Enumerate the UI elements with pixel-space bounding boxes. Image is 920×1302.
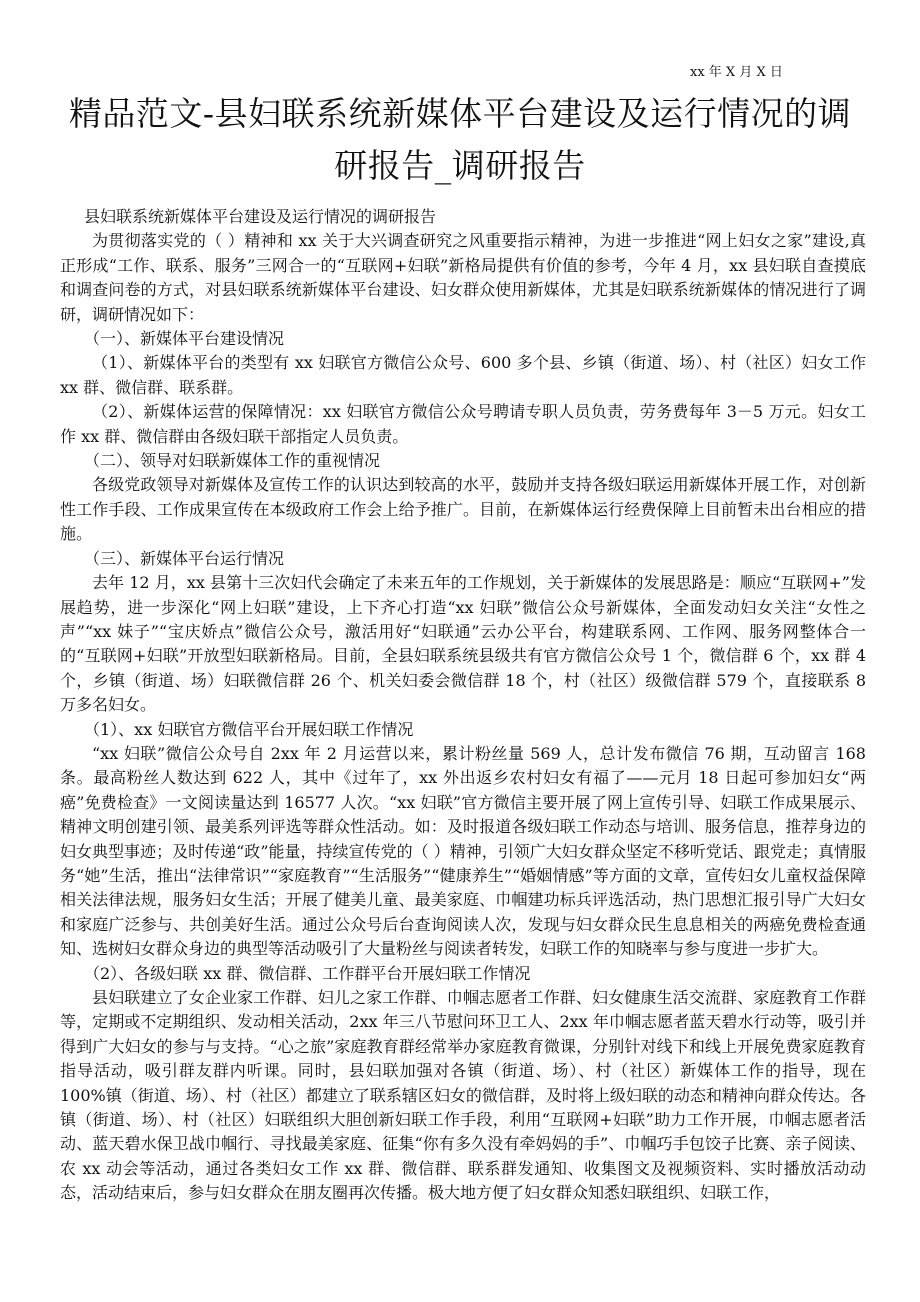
document-date: xx 年 X 月 X 日 xyxy=(690,65,783,80)
title-line-2: 研报告_调研报告 xyxy=(334,146,586,185)
section-heading: （二）、领导对妇联新媒体工作的重视情况 xyxy=(84,451,381,471)
section-heading: （三）、新媒体平台运行情况 xyxy=(84,548,285,568)
body-paragraph: 县妇联建立了女企业家工作群、妇儿之家工作群、巾帼志愿者工作群、妇女健康生活交流群、家庭教育工作群等，定期或不定期组织、发动相关活动，2xx 年三八节慰问环卫工人、2xx 年巾帼志愿者蓝天碧水行动等，吸引并得到广大妇女的参与与支持。“心之旅”家庭教育群经常举办家庭教育微课，分别针对线下和线上开展免费家庭教育指导活动，吸引群友群内听课。同时，县妇联加强对各镇（街道、场）、村（社区）新媒体工作的指导，现在 100%镇（街道、场）、村（社区）都建立了联系辖区妇女的微信群，及时将上级妇联的动态和精神向群众传达。各镇（街道、场）、村（社区）妇联组织大胆创新妇联工作手段，利用“互联网+妇联”助力工作开展，巾帼志愿者活动、蓝天碧水保卫战巾帼行、寻找最美家庭、征集“你有多久没有牵妈妈的手”、巾帼巧手包饺子比赛、亲子阅读、农 xx 动会等活动，通过各类妇女工作 xx 群、微信群、联系群发通知、收集图文及视频资料、实时播放活动动态，活动结束后，参与妇女群众在朋友圈再次传播。极大地方便了妇女群众知悉妇联组织、妇联工作， xyxy=(60,988,866,1203)
title-line-1: 精品范文-县妇联系统新媒体平台建设及运行情况的调 xyxy=(68,94,852,133)
body-paragraph: 各级党政领导对新媒体及宣传工作的认识达到较高的水平，鼓励并支持各级妇联运用新媒体开展工作，对创新性工作手段、工作成果宣传在本级政府工作会上给予推广。目前，在新媒体运行经费保障上目前暂未出台相应的措施。 xyxy=(60,475,866,544)
body-paragraph: （2）、新媒体运营的保障情况：xx 妇联官方微信公众号聘请专职人员负责，劳务费每年 3－5 万元。妇女工作 xx 群、微信群由各级妇联干部指定人员负责。 xyxy=(60,402,866,446)
report-subtitle: 县妇联系统新媒体平台建设及运行情况的调研报告 xyxy=(84,207,437,226)
body-paragraph: （1）、新媒体平台的类型有 xx 妇联官方微信公众号、600 多个县、乡镇（街道、场）、村（社区）妇女工作 xx 群、微信群、联系群。 xyxy=(60,353,866,397)
subsection-heading: （2）、各级妇联 xx 群、微信群、工作群平台开展妇联工作情况 xyxy=(84,963,531,983)
body-paragraph: 为贯彻落实党的（ ）精神和 xx 关于大兴调查研究之风重要指示精神，为进一步推进“网上妇女之家”建设,真正形成“工作、联系、服务”三网合一的“互联网+妇联”新格局提供有价值的参考，今年 4 月，xx 县妇联自查摸底和调查问卷的方式，对县妇联系统新媒体平台建设、妇女群众使用新媒体，尤其是妇联系统新媒体的情况进行了调研，调研情况如下： xyxy=(60,231,866,324)
document-title xyxy=(40,88,880,192)
document-body xyxy=(60,205,866,1206)
section-heading: （一）、新媒体平台建设情况 xyxy=(84,329,285,349)
body-paragraph: “xx 妇联”微信公众号自 2xx 年 2 月运营以来，累计粉丝量 569 人，总计发布微信 76 期，互动留言 168 条。最高粉丝人数达到 622 人，其中《过年了，xx 外出返乡农村妇女有福了——元月 18 日起可参加妇女“两癌”免费检查》一文阅读量达到 16577 人次。“xx 妇联”官方微信主要开展了网上宣传引导、妇联工作成果展示、精神文明创建引领、最美系列评选等群众性活动。如：及时报道各级妇联工作动态与培训、服务信息，推荐身边的妇女典型事迹；及时传递“政”能量，持续宣传党的（ ）精神，引领广大妇女群众坚定不移听党话、跟党走；真情服务“她”生活，推出“法律常识”“家庭教育”“生活服务”“健康养生”“婚姻情感”等方面的文章，宣传妇女儿童权益保障相关法律法规，服务妇女生活；开展了健美儿童、最美家庭、巾帼建功标兵评选活动，热门思想汇报引导广大妇女和家庭广泛参与、共创美好生活。通过公众号后台查询阅读人次，发现与妇女群众民生息息相关的两癌免费检查通知、选树妇女群众身边的典型等活动吸引了大量粉丝与阅读者转发，妇联工作的知晓率与参与度进一步扩大。 xyxy=(60,743,866,959)
body-paragraph: 去年 12 月，xx 县第十三次妇代会确定了未来五年的工作规划，关于新媒体的发展思路是：顺应“互联网+”发展趋势，进一步深化“网上妇联”建设，上下齐心打造“xx 妇联”微信公众号新媒体，全面发动妇女关注“女性之声”“xx 妹子”“宝庆娇点”微信公众号，激活用好“妇联通”云办公平台，构建联系网、工作网、服务网整体合一的“互联网+妇联”开放型妇联新格局。目前，全县妇联系统县级共有官方微信公众号 1 个，微信群 6 个，xx 群 4 个，乡镇（街道、场）妇联微信群 26 个、机关妇委会微信群 18 个，村（社区）级微信群 579 个，直接联系 8 万多名妇女。 xyxy=(60,573,866,715)
subsection-heading: （1）、xx 妇联官方微信平台开展妇联工作情况 xyxy=(84,719,414,739)
